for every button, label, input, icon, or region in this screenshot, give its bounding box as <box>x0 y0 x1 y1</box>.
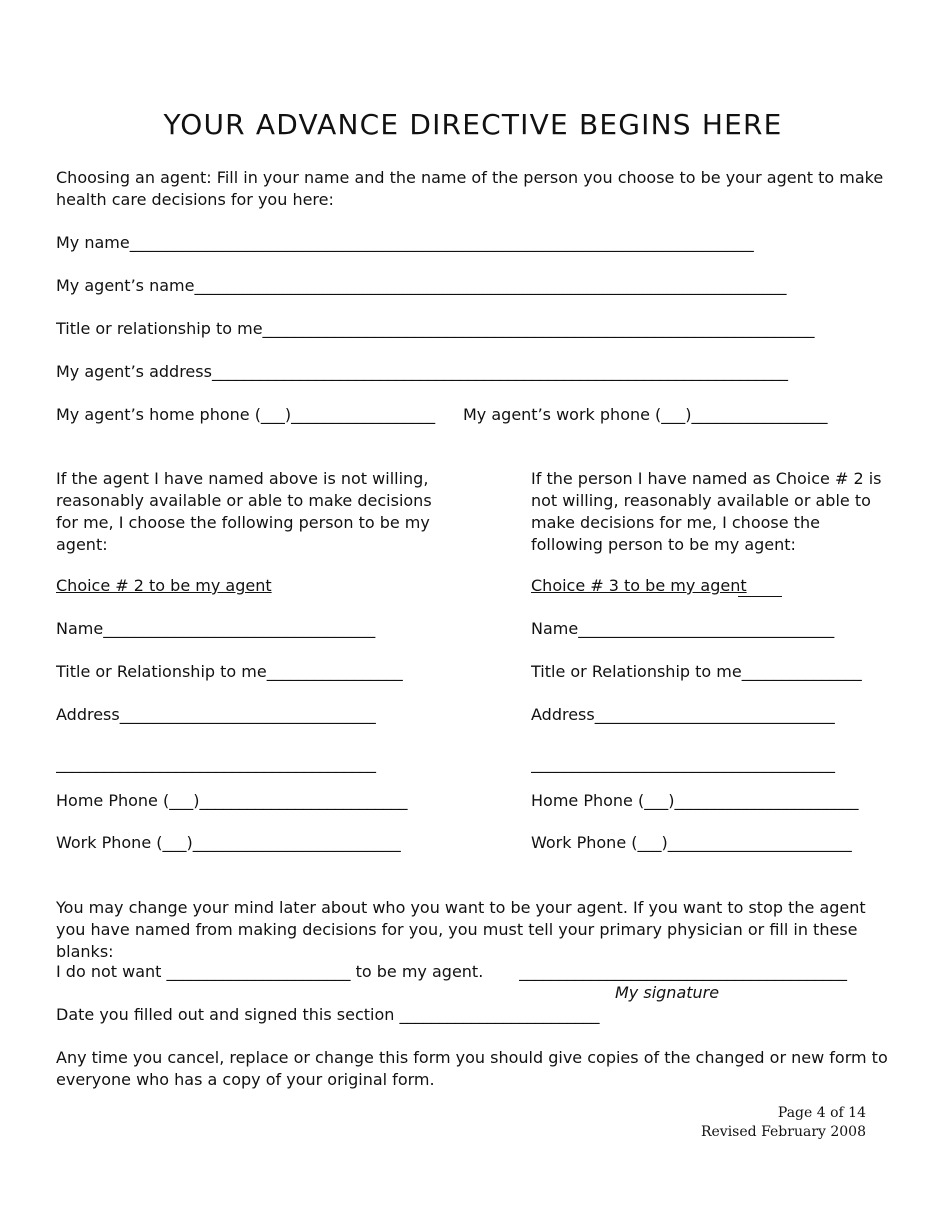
choice-3-home-phone-field[interactable]: Home Phone (___)_______________________ <box>531 791 859 810</box>
intro-paragraph: Choosing an agent: Fill in your name and the name of the person you choose to be your agent to make health care decisions for you here: <box>56 168 884 209</box>
choice-3-address-field[interactable]: Address______________________________ <box>531 705 835 724</box>
choice-2-relationship-field[interactable]: Title or Relationship to me_________________ <box>56 662 403 681</box>
signature-field[interactable]: _________________________________________ <box>519 962 847 981</box>
choice-2-address-field[interactable]: Address________________________________ <box>56 705 376 724</box>
choice-3-relationship-field[interactable]: Title or Relationship to me_______________ <box>531 662 862 681</box>
agent-home-phone-field[interactable]: My agent’s home phone (___)__________________ <box>56 405 436 424</box>
my-name-field[interactable]: My name______________________________________________________________________________ <box>56 233 754 252</box>
change-mind-paragraph: You may change your mind later about who you want to be your agent. If you want to stop the agent you have named from making decisions for you, you must tell your primary physician or fill in these blanks: <box>56 898 866 961</box>
choice-2-work-phone-field[interactable]: Work Phone (___)__________________________ <box>56 833 401 852</box>
revision-date: Revised February 2008 <box>700 1124 866 1140</box>
choice-2-paragraph: If the agent I have named above is not willing, reasonably available or able to make decisions for me, I choose the following person to be my agent: <box>56 469 432 554</box>
page-title: YOUR ADVANCE DIRECTIVE BEGINS HERE <box>163 108 783 141</box>
agent-relationship-field[interactable]: Title or relationship to me_____________________________________________________________________ <box>56 319 815 338</box>
agent-name-field[interactable]: My agent’s name__________________________________________________________________________ <box>56 276 787 295</box>
choice-3-paragraph: If the person I have named as Choice # 2 is not willing, reasonably available or able to make decisions for me, I choose the following person to be my agent: <box>531 469 882 554</box>
agent-address-field[interactable]: My agent’s address________________________________________________________________________ <box>56 362 788 381</box>
closing-paragraph: Any time you cancel, replace or change this form you should give copies of the changed or new form to everyone who has a copy of your original form. <box>56 1048 888 1089</box>
choice-2-address-line-2[interactable]: ________________________________________ <box>56 754 376 773</box>
signature-label: My signature <box>615 983 720 1002</box>
choice-2-heading: Choice # 2 to be my agent <box>56 576 272 595</box>
choice-3-address-line-2[interactable]: ______________________________________ <box>531 754 835 773</box>
choice-2-home-phone-field[interactable]: Home Phone (___)__________________________ <box>56 791 408 810</box>
choice-3-work-phone-field[interactable]: Work Phone (___)_______________________ <box>531 833 852 852</box>
date-signed-field[interactable]: Date you filled out and signed this section _________________________ <box>56 1005 600 1024</box>
choice-2-name-field[interactable]: Name__________________________________ <box>56 619 376 638</box>
page-number: Page 4 of 14 <box>777 1105 866 1121</box>
revoke-agent-field[interactable]: I do not want _______________________ to be my agent. <box>56 962 484 981</box>
choice-3-heading-underline-extension <box>738 596 782 597</box>
choice-3-heading: Choice # 3 to be my agent <box>531 576 747 595</box>
agent-work-phone-field[interactable]: My agent’s work phone (___)_________________ <box>463 405 828 424</box>
choice-3-name-field[interactable]: Name________________________________ <box>531 619 835 638</box>
